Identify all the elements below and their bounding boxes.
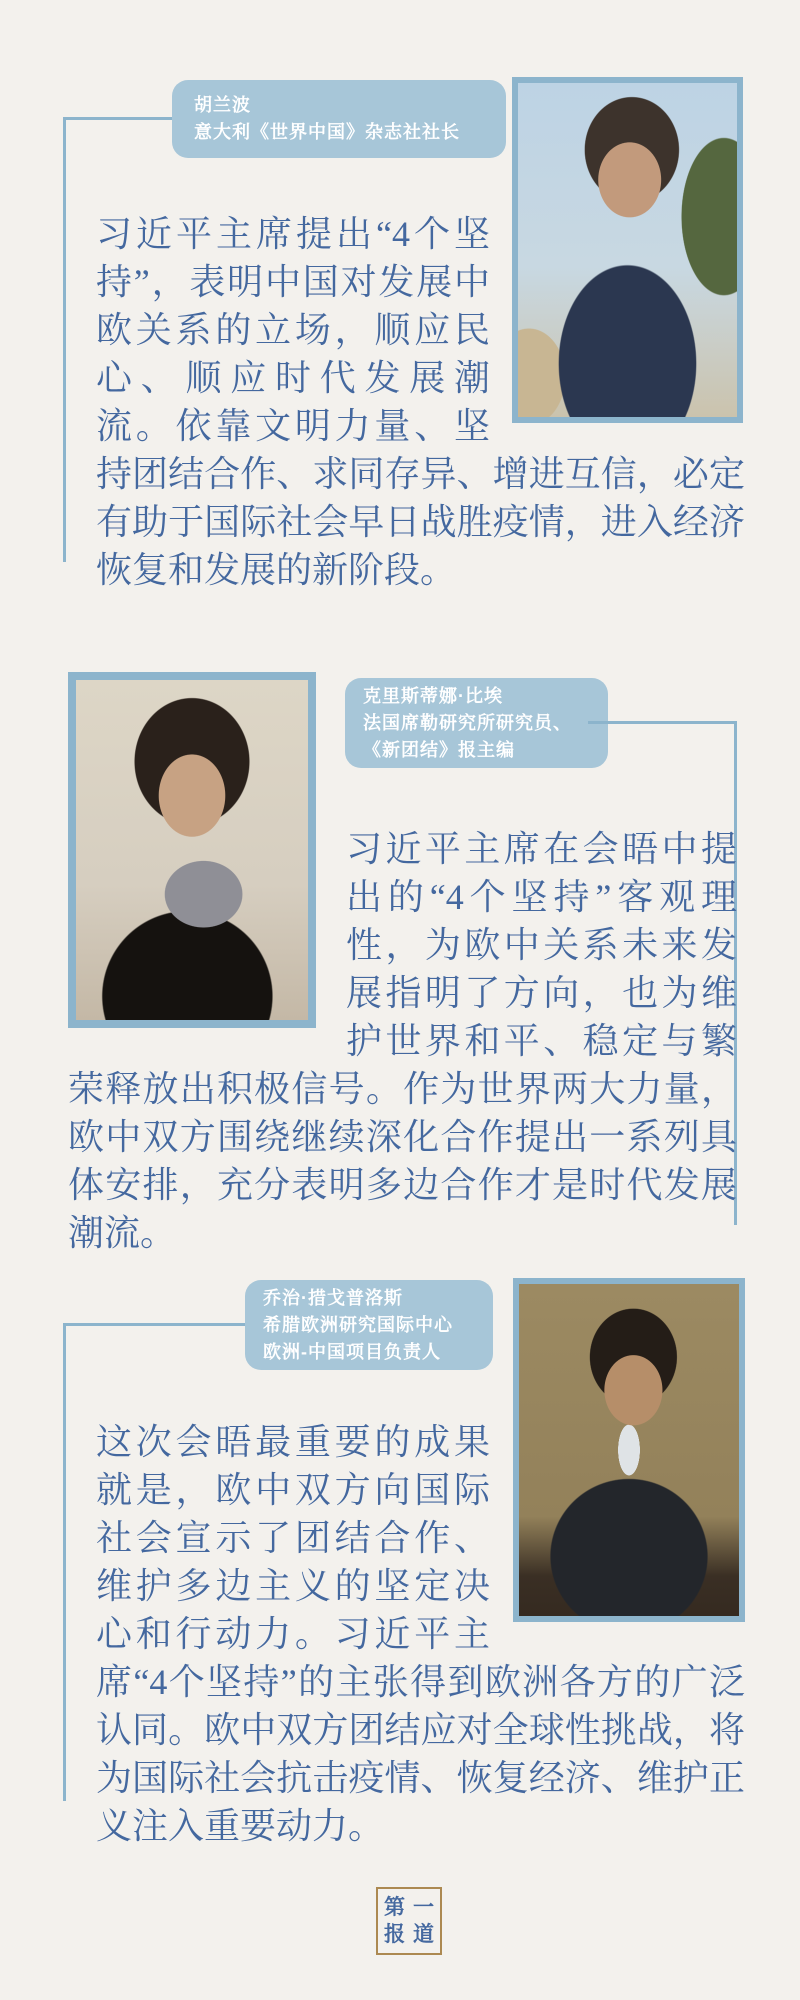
- expert-title: 欧洲-中国项目负责人: [263, 1341, 441, 1362]
- expert-title: 《新团结》报主编: [363, 739, 515, 760]
- quote-block-3: [96, 1418, 745, 1850]
- expert-name: 乔治·措戈普洛斯: [263, 1287, 403, 1308]
- photo-wrap-spacer: [490, 1418, 745, 1622]
- quote-text: 习近平主席提出“4个坚持”，表明中国对发展中欧关系的立场，顺应民心、顺应时代发展潮流。依靠文明力量、坚持团结合作、求同存异、增进互信，必定有助于国际社会早日战胜疫情，进入经济恢复和发展的新阶段。: [96, 214, 745, 590]
- name-badge-hu-lanbo: [172, 80, 506, 158]
- card1-left-rule: [63, 117, 66, 562]
- quote-text: 这次会晤最重要的成果就是，欧中双方向国际社会宣示了团结合作、维护多边主义的坚定决心和行动力。习近平主席“4个坚持”的主张得到欧洲各方的广泛认同。欧中双方团结应对全球性挑战，将为国际社会抗击疫情、恢复经济、维护正义注入重要动力。: [96, 1422, 745, 1846]
- card3-top-rule: [63, 1323, 245, 1326]
- card2-top-rule: [588, 721, 737, 724]
- photo-wrap-spacer: [68, 825, 346, 1026]
- footer-seal-diyibaodao: [376, 1887, 442, 1955]
- quote-block-1: [96, 210, 745, 594]
- seal-text-line: 第一: [384, 1895, 442, 1919]
- expert-title: 意大利《世界中国》杂志社社长: [194, 122, 460, 142]
- name-badge-george-tzogopoulos: [245, 1280, 493, 1370]
- photo-wrap-spacer: [490, 210, 745, 423]
- expert-name: 胡兰波: [194, 95, 251, 115]
- seal-text-line: 报道: [384, 1922, 442, 1946]
- expert-title: 希腊欧洲研究国际中心: [263, 1314, 453, 1335]
- card1-top-rule: [63, 117, 173, 120]
- name-badge-christine-bierre: [345, 678, 608, 768]
- expert-name: 克里斯蒂娜·比埃: [363, 685, 503, 706]
- card3-left-rule: [63, 1323, 66, 1801]
- quote-text: 习近平主席在会晤中提出的“4个坚持”客观理性，为欧中关系未来发展指明了方向，也为维护世界和平、稳定与繁荣释放出积极信号。作为世界两大力量，欧中双方围绕继续深化合作提出一系列具体安排，充分表明多边合作才是时代发展潮流。: [68, 829, 737, 1253]
- quote-block-2: [68, 825, 737, 1257]
- expert-title: 法国席勒研究所研究员、: [363, 712, 572, 733]
